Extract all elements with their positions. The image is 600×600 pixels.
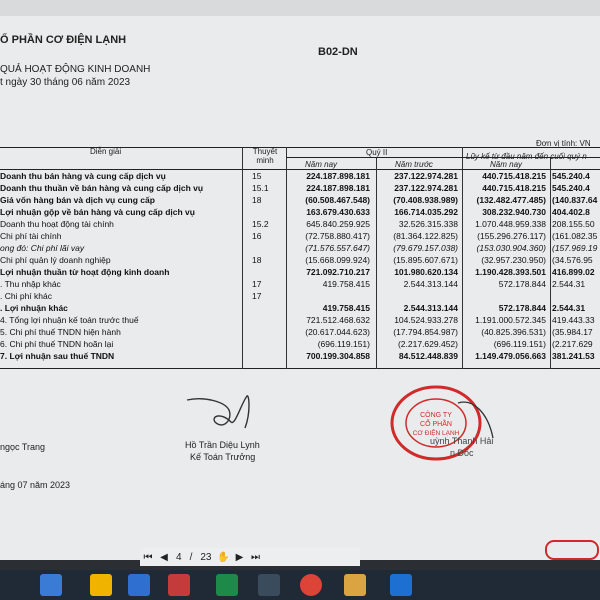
cell-q-prev: 166.714.035.292	[394, 207, 458, 217]
cell-ytd-this: (132.482.477.485)	[476, 195, 546, 205]
cell-label: Giá vốn hàng bán và dịch vụ cung cấp	[0, 195, 155, 205]
cell-label: 7. Lợi nhuận sau thuế TNDN	[0, 351, 115, 361]
table-row	[0, 327, 600, 338]
svg-text:CỔ PHẦN: CỔ PHẦN	[420, 421, 452, 428]
cell-q-prev: (70.408.938.989)	[393, 195, 458, 205]
cell-q-this: 645.840.259.925	[306, 219, 370, 229]
cell-note: 17	[252, 291, 262, 301]
cell-ytd-prev: 416.899.02	[552, 267, 595, 277]
cell-q-prev: (2.217.629.452)	[397, 339, 458, 349]
stamp-fragment	[545, 540, 600, 560]
cell-q-prev: 2.544.313.144	[403, 303, 458, 313]
cell-q-this: (15.668.099.924)	[305, 255, 370, 265]
table-row	[0, 255, 600, 266]
cell-q-prev: (17.794.854.987)	[393, 327, 458, 337]
total-pages: 23	[200, 551, 212, 563]
cell-q-this: 419.758.415	[322, 303, 370, 313]
cell-q-prev: 104.524.933.278	[394, 315, 458, 325]
cell-q-this: 419.758.415	[322, 279, 370, 289]
cell-note: 18	[252, 255, 262, 265]
hand-tool-icon[interactable]: ✋	[217, 551, 230, 563]
cell-q-prev: 101.980.620.134	[394, 267, 458, 277]
cell-ytd-this: 1.191.000.572.345	[475, 315, 546, 325]
table-row	[0, 339, 600, 350]
cell-q-prev: 2.544.313.144	[403, 279, 458, 289]
first-page-icon[interactable]: ⏮	[143, 551, 153, 563]
mail-app-icon[interactable]	[40, 574, 62, 596]
report-title: QUẢ HOẠT ĐỘNG KINH DOANH	[0, 64, 151, 75]
excel-icon[interactable]	[216, 574, 238, 596]
cell-ytd-this: 1.070.448.959.338	[475, 219, 546, 229]
cell-q-prev: 32.526.315.338	[398, 219, 458, 229]
cell-q-prev: 84.512.448.839	[398, 351, 458, 361]
current-page[interactable]: 4	[176, 551, 182, 563]
table-row	[0, 243, 600, 254]
cell-ytd-prev: (2.217.629	[552, 339, 593, 349]
table-row	[0, 267, 600, 278]
cell-label: Chi phí tài chính	[0, 231, 62, 241]
cell-label: 4. Tổng lợi nhuận kế toán trước thuế	[0, 315, 139, 325]
cell-label: . Thu nhập khác	[0, 279, 61, 289]
accountant-title: Kế Toán Trưởng	[190, 452, 256, 462]
table-row	[0, 219, 600, 230]
app-icon[interactable]	[258, 574, 280, 596]
col-quarter-header: Quý II	[366, 148, 388, 157]
unit-label: Đơn vị tính: VN	[536, 139, 591, 148]
cell-ytd-prev: 404.402.8	[552, 207, 590, 217]
svg-text:CƠ ĐIỆN LẠNH: CƠ ĐIỆN LẠNH	[412, 430, 460, 437]
outlook-icon[interactable]	[128, 574, 150, 596]
cell-q-this: 700.199.304.858	[306, 351, 370, 361]
director-title: n Đốc	[450, 448, 474, 458]
cell-ytd-prev: 419.443.33	[552, 315, 595, 325]
cell-label: Doanh thu thuần về bán hàng và cung cấp dịch vụ	[0, 183, 204, 193]
cell-ytd-this: 308.232.940.730	[482, 207, 546, 217]
accountant-name: Hồ Trần Diệu Lynh	[185, 440, 260, 450]
cell-note: 18	[252, 195, 262, 205]
cell-ytd-this: 1.190.428.393.501	[475, 267, 546, 277]
cell-label: Doanh thu hoạt động tài chính	[0, 219, 114, 229]
cell-ytd-prev: 208.155.50	[552, 219, 595, 229]
table-row	[0, 279, 600, 290]
cell-ytd-prev: 545.240.4	[552, 183, 590, 193]
cell-ytd-prev: (35.984.17	[552, 327, 593, 337]
cell-note: 15.1	[252, 183, 269, 193]
cell-q-this: 224.187.898.181	[306, 183, 370, 193]
chrome-icon[interactable]	[300, 574, 322, 596]
cell-q-this: (60.508.467.548)	[305, 195, 370, 205]
cell-ytd-this: (32.957.230.950)	[481, 255, 546, 265]
prev-page-icon[interactable]: ◀	[160, 551, 168, 563]
last-page-icon[interactable]: ⏭	[250, 551, 260, 563]
cell-label: 5. Chi phí thuế TNDN hiện hành	[0, 327, 121, 337]
col-ytd-header: Lũy kế từ đầu năm đến cuối quý n	[466, 152, 587, 161]
cell-ytd-this: (40.825.396.531)	[481, 327, 546, 337]
cell-ytd-prev: 2.544.31	[552, 303, 586, 313]
cell-ytd-this: (155.296.276.117)	[477, 231, 546, 241]
table-row	[0, 291, 600, 302]
report-period: t ngày 30 tháng 06 năm 2023	[0, 77, 131, 88]
cell-q-this: (20.617.044.623)	[305, 327, 370, 337]
director-name: uỳnh Thanh Hải	[430, 436, 494, 446]
cell-ytd-prev: (161.082.35	[552, 231, 598, 241]
cell-q-prev: 237.122.974.281	[394, 183, 458, 193]
cell-q-prev: (81.364.122.825)	[393, 231, 458, 241]
cell-label: . Chi phí khác	[0, 291, 52, 301]
preparer-name: ngọc Trang	[0, 442, 46, 452]
table-row	[0, 303, 600, 314]
cell-note: 15.2	[252, 219, 269, 229]
cell-q-this: (696.119.151)	[317, 339, 370, 349]
cell-ytd-prev: (140.837.64	[552, 195, 598, 205]
cell-ytd-this: 440.715.418.215	[482, 183, 546, 193]
pdf-page-navigator	[140, 548, 360, 566]
table-row	[0, 195, 600, 206]
cell-ytd-prev: (34.576.95	[552, 255, 593, 265]
top-margin	[0, 0, 600, 16]
cell-note: 15	[252, 171, 262, 181]
cell-ytd-this: 1.149.479.056.663	[475, 351, 546, 361]
cell-ytd-this: 572.178.844	[498, 303, 546, 313]
sub-this-year-ytd: Năm nay	[490, 160, 523, 169]
files-icon[interactable]	[344, 574, 366, 596]
table-row	[0, 171, 600, 182]
cell-ytd-prev: (157.969.19	[552, 243, 598, 253]
next-page-icon[interactable]: ▶	[235, 551, 244, 563]
cell-label: ong đó: Chi phí lãi vay	[0, 243, 85, 253]
cell-label: Lợi nhuận thuần từ hoạt động kinh doanh	[0, 267, 170, 277]
company-name: Ổ PHẦN CƠ ĐIỆN LẠNH	[0, 34, 127, 46]
col-note-header: Thuyết minh	[252, 147, 278, 165]
cell-q-this: 721.512.468.632	[306, 315, 370, 325]
cell-ytd-prev: 2.544.31	[552, 279, 586, 289]
table-row	[0, 315, 600, 326]
cell-label: 6. Chi phí thuế TNDN hoãn lại	[0, 339, 114, 349]
cell-note: 16	[252, 231, 262, 241]
svg-text:CÔNG TY: CÔNG TY	[420, 412, 452, 419]
cell-ytd-this: (153.030.904.360)	[476, 243, 546, 253]
word-icon[interactable]	[390, 574, 412, 596]
pdf-app-icon[interactable]	[168, 574, 190, 596]
income-statement-table	[0, 147, 600, 369]
cell-ytd-this: (696.119.151)	[493, 339, 546, 349]
cell-ytd-prev: 545.240.4	[552, 171, 590, 181]
cell-ytd-prev: 381.241.53	[552, 351, 595, 361]
cell-label: Doanh thu bán hàng và cung cấp dịch vụ	[0, 171, 166, 181]
cell-label: Lợi nhuận gộp về bán hàng và cung cấp dịch vụ	[0, 207, 195, 217]
table-row	[0, 207, 600, 218]
signing-date: áng 07 năm 2023	[0, 480, 71, 490]
cell-ytd-this: 572.178.844	[498, 279, 546, 289]
cell-q-this: (71.576.557.647)	[305, 243, 370, 253]
cell-q-this: (72.758.880.417)	[305, 231, 370, 241]
col-description-header: Diễn giải	[90, 147, 122, 156]
company-stamp	[388, 383, 498, 463]
form-code: B02-DN	[318, 46, 358, 58]
file-explorer-icon[interactable]	[90, 574, 112, 596]
cell-q-prev: 237.122.974.281	[394, 171, 458, 181]
table-row	[0, 231, 600, 242]
cell-q-prev: (79.679.157.038)	[393, 243, 458, 253]
cell-label: Chi phí quản lý doanh nghiệp	[0, 255, 111, 265]
cell-q-this: 163.679.430.633	[306, 207, 370, 217]
sub-prev-year: Năm trước	[395, 160, 433, 169]
sub-this-year: Năm nay	[305, 160, 338, 169]
cell-label: . Lợi nhuận khác	[0, 303, 68, 313]
cell-ytd-this: 440.715.418.215	[482, 171, 546, 181]
table-row	[0, 351, 600, 362]
table-row	[0, 183, 600, 194]
cell-note: 17	[252, 279, 262, 289]
cell-q-this: 224.187.898.181	[306, 171, 370, 181]
page-separator: /	[189, 551, 193, 563]
signature-scribble	[185, 392, 265, 437]
cell-q-prev: (15.895.607.671)	[393, 255, 458, 265]
cell-q-this: 721.092.710.217	[306, 267, 370, 277]
